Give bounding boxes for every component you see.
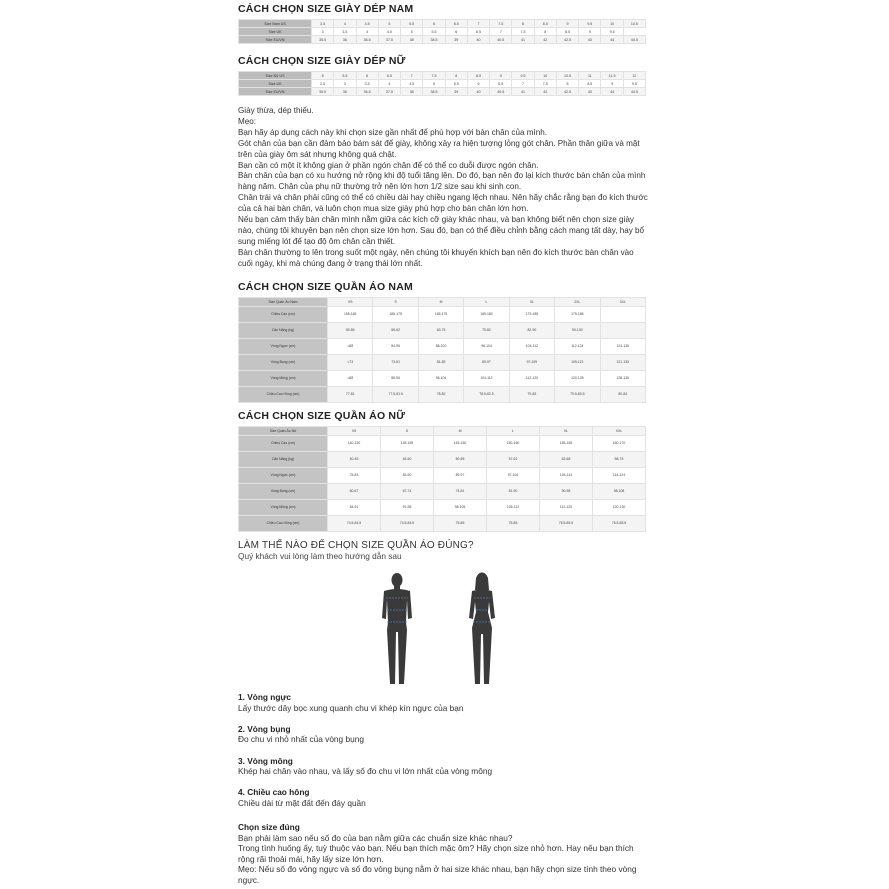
table-cell: 7.5 bbox=[512, 28, 534, 36]
size-header: L bbox=[487, 427, 540, 436]
tip-line: Bạn cần có một ít không gian ở phần ngón chân để có thể co duỗi được ngón chân. bbox=[238, 160, 539, 170]
choose-line: Trong tình huống ấy, tuỳ thuộc vào bạn. Nếu bạn thích mặc ôm? Hãy chọn size nhỏ hơn. Hay nếu bạn thích rộng rãi thoải mái, hãy lấy size lớn hơn. bbox=[238, 843, 634, 864]
tip-line: Nếu bạn cảm thấy bàn chân mình nằm giữa các kích cỡ giày khác nhau, và bạn không biết nên chọn size giày nào, chúng tôi khuyên bạn nên chọn size lớn hơn. Sau đó, bạn có thể điều chỉnh bằng cách mang tất dày, hay bổ sung miếng lót để tạo độ ôm chân cần thiết. bbox=[238, 215, 644, 246]
table-cell: 10 bbox=[601, 20, 623, 28]
header-label: Size Quần Áo Nam bbox=[239, 298, 328, 307]
tip-line: Bàn chân của bạn có xu hướng nở rộng khi độ tuổi tăng lên. Do đó, bạn nên đo lại kích thước bàn chân của mình hàng năm. Chân của phụ nữ thường trở nên lớn hơn 1/2 size sau khi sinh con. bbox=[238, 171, 646, 192]
table-cell: 8 bbox=[556, 80, 578, 88]
table-cell: 7.5 bbox=[490, 20, 512, 28]
men-clothes-table bbox=[238, 297, 646, 403]
table-cell: 40-45 bbox=[328, 452, 381, 468]
measure-title: 1. Vòng ngực bbox=[238, 692, 292, 702]
table-cell: 3.5 bbox=[334, 28, 356, 36]
table-cell: 175-185 bbox=[509, 307, 554, 323]
table-row bbox=[239, 20, 646, 28]
table-cell: 43 bbox=[579, 88, 601, 96]
table-cell: 8 bbox=[445, 72, 467, 80]
size-header: S bbox=[381, 427, 434, 436]
table-cell: 38.5 bbox=[423, 88, 445, 96]
table-cell: 44.5 bbox=[623, 88, 645, 96]
table-cell: 78-82 bbox=[418, 387, 463, 403]
table-cell: 5.5 bbox=[334, 72, 356, 80]
table-cell: 83-90 bbox=[381, 468, 434, 484]
table-cell: 84-96 bbox=[373, 339, 418, 355]
table-cell: 5.5 bbox=[445, 80, 467, 88]
table-cell: 6 bbox=[356, 72, 378, 80]
table-cell: 8.5 bbox=[556, 28, 578, 36]
measure-item bbox=[238, 756, 648, 777]
table-cell: 8.5 bbox=[467, 72, 489, 80]
table-cell: 38.5 bbox=[423, 36, 445, 44]
table-cell: 128-136 bbox=[600, 371, 645, 387]
body-measure-figures bbox=[370, 570, 510, 690]
men-shoes-table bbox=[238, 19, 646, 44]
table-cell: 120-130 bbox=[593, 500, 646, 516]
measure-item bbox=[238, 692, 648, 713]
row-label: Size UK bbox=[239, 80, 312, 88]
table-cell: 7.5 bbox=[423, 72, 445, 80]
men-shoes-section bbox=[238, 3, 646, 44]
table-cell: 90-100 bbox=[555, 323, 600, 339]
table-cell: 81-89 bbox=[418, 355, 463, 371]
men-clothes-section bbox=[238, 281, 646, 403]
table-cell: 35.5 bbox=[312, 88, 334, 96]
table-cell: 9 bbox=[490, 72, 512, 80]
women-shoes-title: CÁCH CHỌN SIZE GIÀY DÉP NỮ bbox=[238, 55, 406, 67]
table-cell: 77.5-81.5 bbox=[373, 387, 418, 403]
table-header-row bbox=[239, 298, 646, 307]
tip-line: Mẹo: bbox=[238, 116, 256, 126]
table-cell: 67-74 bbox=[381, 484, 434, 500]
table-row bbox=[239, 436, 646, 452]
table-cell: 145-150 bbox=[434, 436, 487, 452]
table-cell: 11.5 bbox=[601, 72, 623, 80]
table-cell: 97-109 bbox=[509, 355, 554, 371]
table-cell: 90-98 bbox=[540, 484, 593, 500]
tip-line: Bạn hãy áp dụng cách này khi chọn size gần nhất để phù hợp với bàn chân của mình. bbox=[238, 127, 547, 137]
size-header: M bbox=[418, 298, 463, 307]
table-cell: 5.5 bbox=[401, 20, 423, 28]
table-cell: 80-84 bbox=[600, 387, 645, 403]
table-row bbox=[239, 387, 646, 403]
table-cell: 75.5-85.5 bbox=[540, 516, 593, 532]
table-cell: <88 bbox=[328, 339, 373, 355]
table-cell: 44 bbox=[601, 88, 623, 96]
table-cell: 160-170 bbox=[593, 436, 646, 452]
table-cell: 140-150 bbox=[328, 436, 381, 452]
table-cell: 98-108 bbox=[593, 484, 646, 500]
table-row bbox=[239, 452, 646, 468]
table-cell: 75-83 bbox=[328, 468, 381, 484]
table-cell: 74-81 bbox=[434, 484, 487, 500]
table-cell: 7 bbox=[401, 72, 423, 80]
table-cell: 50-55 bbox=[434, 452, 487, 468]
table-cell: 37.5 bbox=[378, 36, 400, 44]
table-cell: 6.5 bbox=[467, 28, 489, 36]
size-header: XL bbox=[540, 427, 593, 436]
table-cell: 36 bbox=[334, 88, 356, 96]
table-cell: 42.5 bbox=[556, 88, 578, 96]
measure-desc: Khép hai chân vào nhau, và lấy số đo chu vi lớn nhất của vòng mông bbox=[238, 766, 493, 777]
table-cell: 8 bbox=[534, 28, 556, 36]
table-cell: 77-81 bbox=[328, 387, 373, 403]
table-cell: 5 bbox=[401, 28, 423, 36]
table-row bbox=[239, 36, 646, 44]
table-cell: 62-68 bbox=[540, 452, 593, 468]
table-cell: 37.5 bbox=[378, 88, 400, 96]
table-cell: 5 bbox=[423, 80, 445, 88]
measure-title: 3. Vòng mông bbox=[238, 755, 293, 766]
table-cell: 96-104 bbox=[418, 371, 463, 387]
table-cell: 124-136 bbox=[600, 339, 645, 355]
guide-title: LÀM THẾ NÀO ĐỂ CHỌN SIZE QUẦN ÁO ĐÚNG? bbox=[238, 540, 474, 551]
table-cell: 6 bbox=[445, 28, 467, 36]
table-cell: 43 bbox=[579, 36, 601, 44]
table-cell: 10.5 bbox=[623, 20, 645, 28]
choose-size-title: Chọn size đúng bbox=[238, 822, 300, 832]
table-cell: 42 bbox=[534, 88, 556, 96]
table-cell: 45-50 bbox=[381, 452, 434, 468]
table-cell: 36.5 bbox=[356, 36, 378, 44]
table-cell: 114-124 bbox=[593, 468, 646, 484]
table-row bbox=[239, 468, 646, 484]
table-cell: 89-97 bbox=[434, 468, 487, 484]
size-header: M bbox=[434, 427, 487, 436]
table-cell: 165-180 bbox=[464, 307, 509, 323]
table-cell: 4 bbox=[378, 80, 400, 88]
table-cell: 12 bbox=[623, 72, 645, 80]
table-cell: 6.5 bbox=[445, 20, 467, 28]
table-cell: 78.5-82.5 bbox=[464, 387, 509, 403]
table-cell: 40 bbox=[467, 36, 489, 44]
women-clothes-section bbox=[238, 410, 646, 532]
table-cell: 6.5 bbox=[378, 72, 400, 80]
table-cell: 8.5 bbox=[579, 80, 601, 88]
row-label: Chiều Cao (cm) bbox=[239, 307, 328, 323]
table-cell: 109-121 bbox=[555, 355, 600, 371]
table-cell: 8.5 bbox=[534, 20, 556, 28]
table-header-row bbox=[239, 427, 646, 436]
row-label: Size EU/VN bbox=[239, 36, 312, 44]
guide-section bbox=[238, 540, 474, 561]
table-cell: 175-185 bbox=[555, 307, 600, 323]
tip-line: Bàn chân thường to lên trong suốt một ngày, nên chúng tôi khuyến khích bạn nên đo kích thước bàn chân vào cuối ngày, khi mà chúng đang ở trạng thái lớn nhất. bbox=[238, 247, 634, 268]
table-cell: 44.5 bbox=[623, 36, 645, 44]
table-cell: 81-90 bbox=[487, 484, 540, 500]
measure-desc: Chiều dài từ mặt đất đến đáy quần bbox=[238, 797, 366, 808]
choose-line: Mẹo: Nếu số đo vòng ngực và số đo vòng bụng nằm ở hai size khác nhau, bạn hãy chọn size tính theo vòng ngực. bbox=[238, 864, 637, 885]
measure-title: 4. Chiều cao hông bbox=[238, 787, 310, 798]
table-cell: <73 bbox=[328, 355, 373, 371]
table-cell bbox=[600, 323, 645, 339]
table-cell: 4 bbox=[356, 28, 378, 36]
size-header: XXL bbox=[593, 427, 646, 436]
table-cell: 68-75 bbox=[593, 452, 646, 468]
table-cell: 40.5 bbox=[490, 36, 512, 44]
size-header: 3XL bbox=[600, 298, 645, 307]
size-header: 2XL bbox=[555, 298, 600, 307]
table-cell: 50-55 bbox=[328, 323, 373, 339]
table-cell: 9.5 bbox=[512, 72, 534, 80]
table-cell: 3 bbox=[312, 28, 334, 36]
choose-size-section bbox=[238, 822, 648, 886]
table-cell: 75-85 bbox=[487, 516, 540, 532]
header-label: Size Quần Áo Nữ bbox=[239, 427, 328, 436]
table-cell: 44 bbox=[601, 36, 623, 44]
table-row bbox=[239, 516, 646, 532]
table-cell: 89-97 bbox=[464, 355, 509, 371]
table-cell: 82-90 bbox=[509, 323, 554, 339]
table-cell: 7 bbox=[490, 28, 512, 36]
row-label: Cân Nặng (kg) bbox=[239, 323, 328, 339]
table-cell: 73-81 bbox=[373, 355, 418, 371]
measure-item bbox=[238, 787, 648, 808]
row-label: Vòng Bụng (cm) bbox=[239, 355, 328, 371]
table-cell: 150-160 bbox=[487, 436, 540, 452]
table-cell: 4.5 bbox=[401, 80, 423, 88]
table-cell: 97-104 bbox=[487, 468, 540, 484]
row-label: Cân Nặng (kg) bbox=[239, 452, 328, 468]
tip-line: Chân trái và chân phải cũng có thể có chiều dài hay chiều ngang lệch nhau. Nên hãy chắc rằng bạn đo kích thước của cả hai bàn chân, và luôn chọn mua size giày phù hợp cho bàn chân lớn hơn. bbox=[238, 193, 648, 214]
table-cell bbox=[600, 307, 645, 323]
row-label: Vòng Ngực (cm) bbox=[239, 468, 328, 484]
table-row bbox=[239, 80, 646, 88]
choose-line: Bạn phải làm sao nếu số đo của bạn nằm giữa các chuẩn size khác nhau? bbox=[238, 832, 513, 843]
table-row bbox=[239, 28, 646, 36]
table-cell: 88-96 bbox=[373, 371, 418, 387]
table-cell: 57-62 bbox=[487, 452, 540, 468]
table-cell: 40.5 bbox=[490, 88, 512, 96]
table-cell: 40 bbox=[467, 88, 489, 96]
table-cell: 84-91 bbox=[328, 500, 381, 516]
women-shoes-section bbox=[238, 55, 646, 96]
shoe-tips bbox=[238, 106, 648, 270]
table-cell: 3.5 bbox=[356, 80, 378, 88]
table-cell: 3 bbox=[334, 80, 356, 88]
men-clothes-title: CÁCH CHỌN SIZE QUẦN ÁO NAM bbox=[238, 281, 413, 293]
measure-desc: Lấy thước dây bọc xung quanh chu vi khép kín ngực của bạn bbox=[238, 702, 464, 713]
table-cell: 104-112 bbox=[464, 371, 509, 387]
table-cell: 38 bbox=[401, 36, 423, 44]
table-cell: 42 bbox=[534, 36, 556, 44]
table-cell: 79.5-83.5 bbox=[555, 387, 600, 403]
table-row bbox=[239, 88, 646, 96]
table-cell: 112-120 bbox=[509, 371, 554, 387]
table-cell: 8 bbox=[512, 20, 534, 28]
measure-item bbox=[238, 724, 648, 745]
table-cell: 3.5 bbox=[312, 20, 334, 28]
table-cell: 36 bbox=[334, 36, 356, 44]
table-cell: 9 bbox=[601, 80, 623, 88]
table-cell: 10.5 bbox=[556, 72, 578, 80]
measure-title: 2. Vòng bụng bbox=[238, 723, 291, 734]
table-cell: 38 bbox=[401, 88, 423, 96]
table-cell: 75-82 bbox=[464, 323, 509, 339]
table-cell: 112-124 bbox=[555, 339, 600, 355]
row-label: Vòng Ngực (cm) bbox=[239, 339, 328, 355]
table-row bbox=[239, 500, 646, 516]
table-cell: 9.5 bbox=[579, 20, 601, 28]
table-row bbox=[239, 307, 646, 323]
table-cell: 9.5 bbox=[601, 28, 623, 36]
size-header: L bbox=[464, 298, 509, 307]
tip-line: Giày thừa, dép thiếu. bbox=[238, 106, 314, 115]
table-row bbox=[239, 72, 646, 80]
male-figure-icon bbox=[382, 573, 412, 684]
women-clothes-title: CÁCH CHỌN SIZE QUẦN ÁO NỮ bbox=[238, 410, 406, 422]
row-label: Vòng Mông (cm) bbox=[239, 500, 328, 516]
measure-desc: Đo chu vi nhỏ nhất của vòng bụng bbox=[238, 734, 364, 745]
table-cell: 9 bbox=[579, 28, 601, 36]
row-label: Size Nữ US bbox=[239, 72, 312, 80]
women-shoes-table bbox=[238, 71, 646, 96]
table-cell: 6 bbox=[467, 80, 489, 88]
table-cell: 7.5 bbox=[534, 80, 556, 88]
table-cell: 6.5 bbox=[490, 80, 512, 88]
table-row bbox=[239, 323, 646, 339]
row-label: Chiều Cao (cm) bbox=[239, 436, 328, 452]
table-cell: 42.5 bbox=[556, 36, 578, 44]
table-cell: 5.5 bbox=[423, 28, 445, 36]
table-cell: 5 bbox=[378, 20, 400, 28]
table-cell: 9 bbox=[556, 20, 578, 28]
female-figure-icon bbox=[469, 573, 495, 685]
table-cell: 104-114 bbox=[540, 468, 593, 484]
row-label: Vòng Mông (cm) bbox=[239, 371, 328, 387]
table-cell: 121-133 bbox=[600, 355, 645, 371]
table-cell: 9.5 bbox=[623, 80, 645, 88]
row-label: Size EU/VN bbox=[239, 88, 312, 96]
size-header: XS bbox=[328, 298, 373, 307]
table-row bbox=[239, 371, 646, 387]
table-cell: 91-98 bbox=[381, 500, 434, 516]
table-cell: 39 bbox=[445, 36, 467, 44]
table-cell: 104-112 bbox=[509, 339, 554, 355]
table-cell: 88-100 bbox=[418, 339, 463, 355]
table-cell: 155-165 bbox=[540, 436, 593, 452]
choose-size-lines bbox=[238, 833, 648, 886]
table-cell: 165-175 bbox=[373, 307, 418, 323]
table-row bbox=[239, 355, 646, 371]
table-cell: 6 bbox=[423, 20, 445, 28]
table-cell: 145-155 bbox=[381, 436, 434, 452]
table-cell: 36.5 bbox=[356, 88, 378, 96]
table-cell: 4.5 bbox=[356, 20, 378, 28]
table-cell: 35.5 bbox=[312, 36, 334, 44]
row-label: Size Nam US bbox=[239, 20, 312, 28]
table-cell: 4 bbox=[334, 20, 356, 28]
table-cell: 120-128 bbox=[555, 371, 600, 387]
table-cell: 55-62 bbox=[373, 323, 418, 339]
table-cell: 75-85 bbox=[434, 516, 487, 532]
table-cell: 60-67 bbox=[328, 484, 381, 500]
table-cell: 7 bbox=[512, 80, 534, 88]
size-header: S bbox=[373, 298, 418, 307]
table-cell: 105-112 bbox=[487, 500, 540, 516]
size-header: XS bbox=[328, 427, 381, 436]
table-cell: 155-165 bbox=[328, 307, 373, 323]
measure-list bbox=[238, 692, 648, 819]
table-cell: 74.5-84.5 bbox=[381, 516, 434, 532]
table-cell: 165-175 bbox=[418, 307, 463, 323]
table-cell: 41 bbox=[512, 36, 534, 44]
table-cell: 98-105 bbox=[434, 500, 487, 516]
size-header: XL bbox=[509, 298, 554, 307]
row-label: Chiều Cao Hông (cm) bbox=[239, 516, 328, 532]
women-clothes-table bbox=[238, 426, 646, 532]
table-cell: 11 bbox=[579, 72, 601, 80]
men-shoes-title: CÁCH CHỌN SIZE GIÀY DÉP NAM bbox=[238, 3, 414, 15]
table-cell: 74.5-84.5 bbox=[328, 516, 381, 532]
row-label: Size UK bbox=[239, 28, 312, 36]
table-cell: 112-120 bbox=[540, 500, 593, 516]
tip-line: Gót chân của bạn cần đảm bảo bám sát để giày, không xảy ra hiện tượng lỏng gót chân. Phần thân giữa và mặt trên của giày ôm sát nhưng không quá chật. bbox=[238, 138, 640, 159]
row-label: Chiều Cao Hông (cm) bbox=[239, 387, 328, 403]
table-cell: 79-83 bbox=[509, 387, 554, 403]
table-cell: 96-104 bbox=[464, 339, 509, 355]
table-cell: 4.5 bbox=[378, 28, 400, 36]
table-cell: 2.5 bbox=[312, 80, 334, 88]
guide-subtitle: Quý khách vui lòng làm theo hướng dẫn sau bbox=[238, 551, 402, 561]
table-cell: 41 bbox=[512, 88, 534, 96]
table-row bbox=[239, 339, 646, 355]
table-cell: 5 bbox=[312, 72, 334, 80]
table-cell: 7 bbox=[467, 20, 489, 28]
table-cell: <88 bbox=[328, 371, 373, 387]
table-cell: 39 bbox=[445, 88, 467, 96]
table-cell: 63-75 bbox=[418, 323, 463, 339]
row-label: Vòng Bụng (cm) bbox=[239, 484, 328, 500]
table-cell: 10 bbox=[534, 72, 556, 80]
table-cell: 75.5-85.5 bbox=[593, 516, 646, 532]
table-row bbox=[239, 484, 646, 500]
